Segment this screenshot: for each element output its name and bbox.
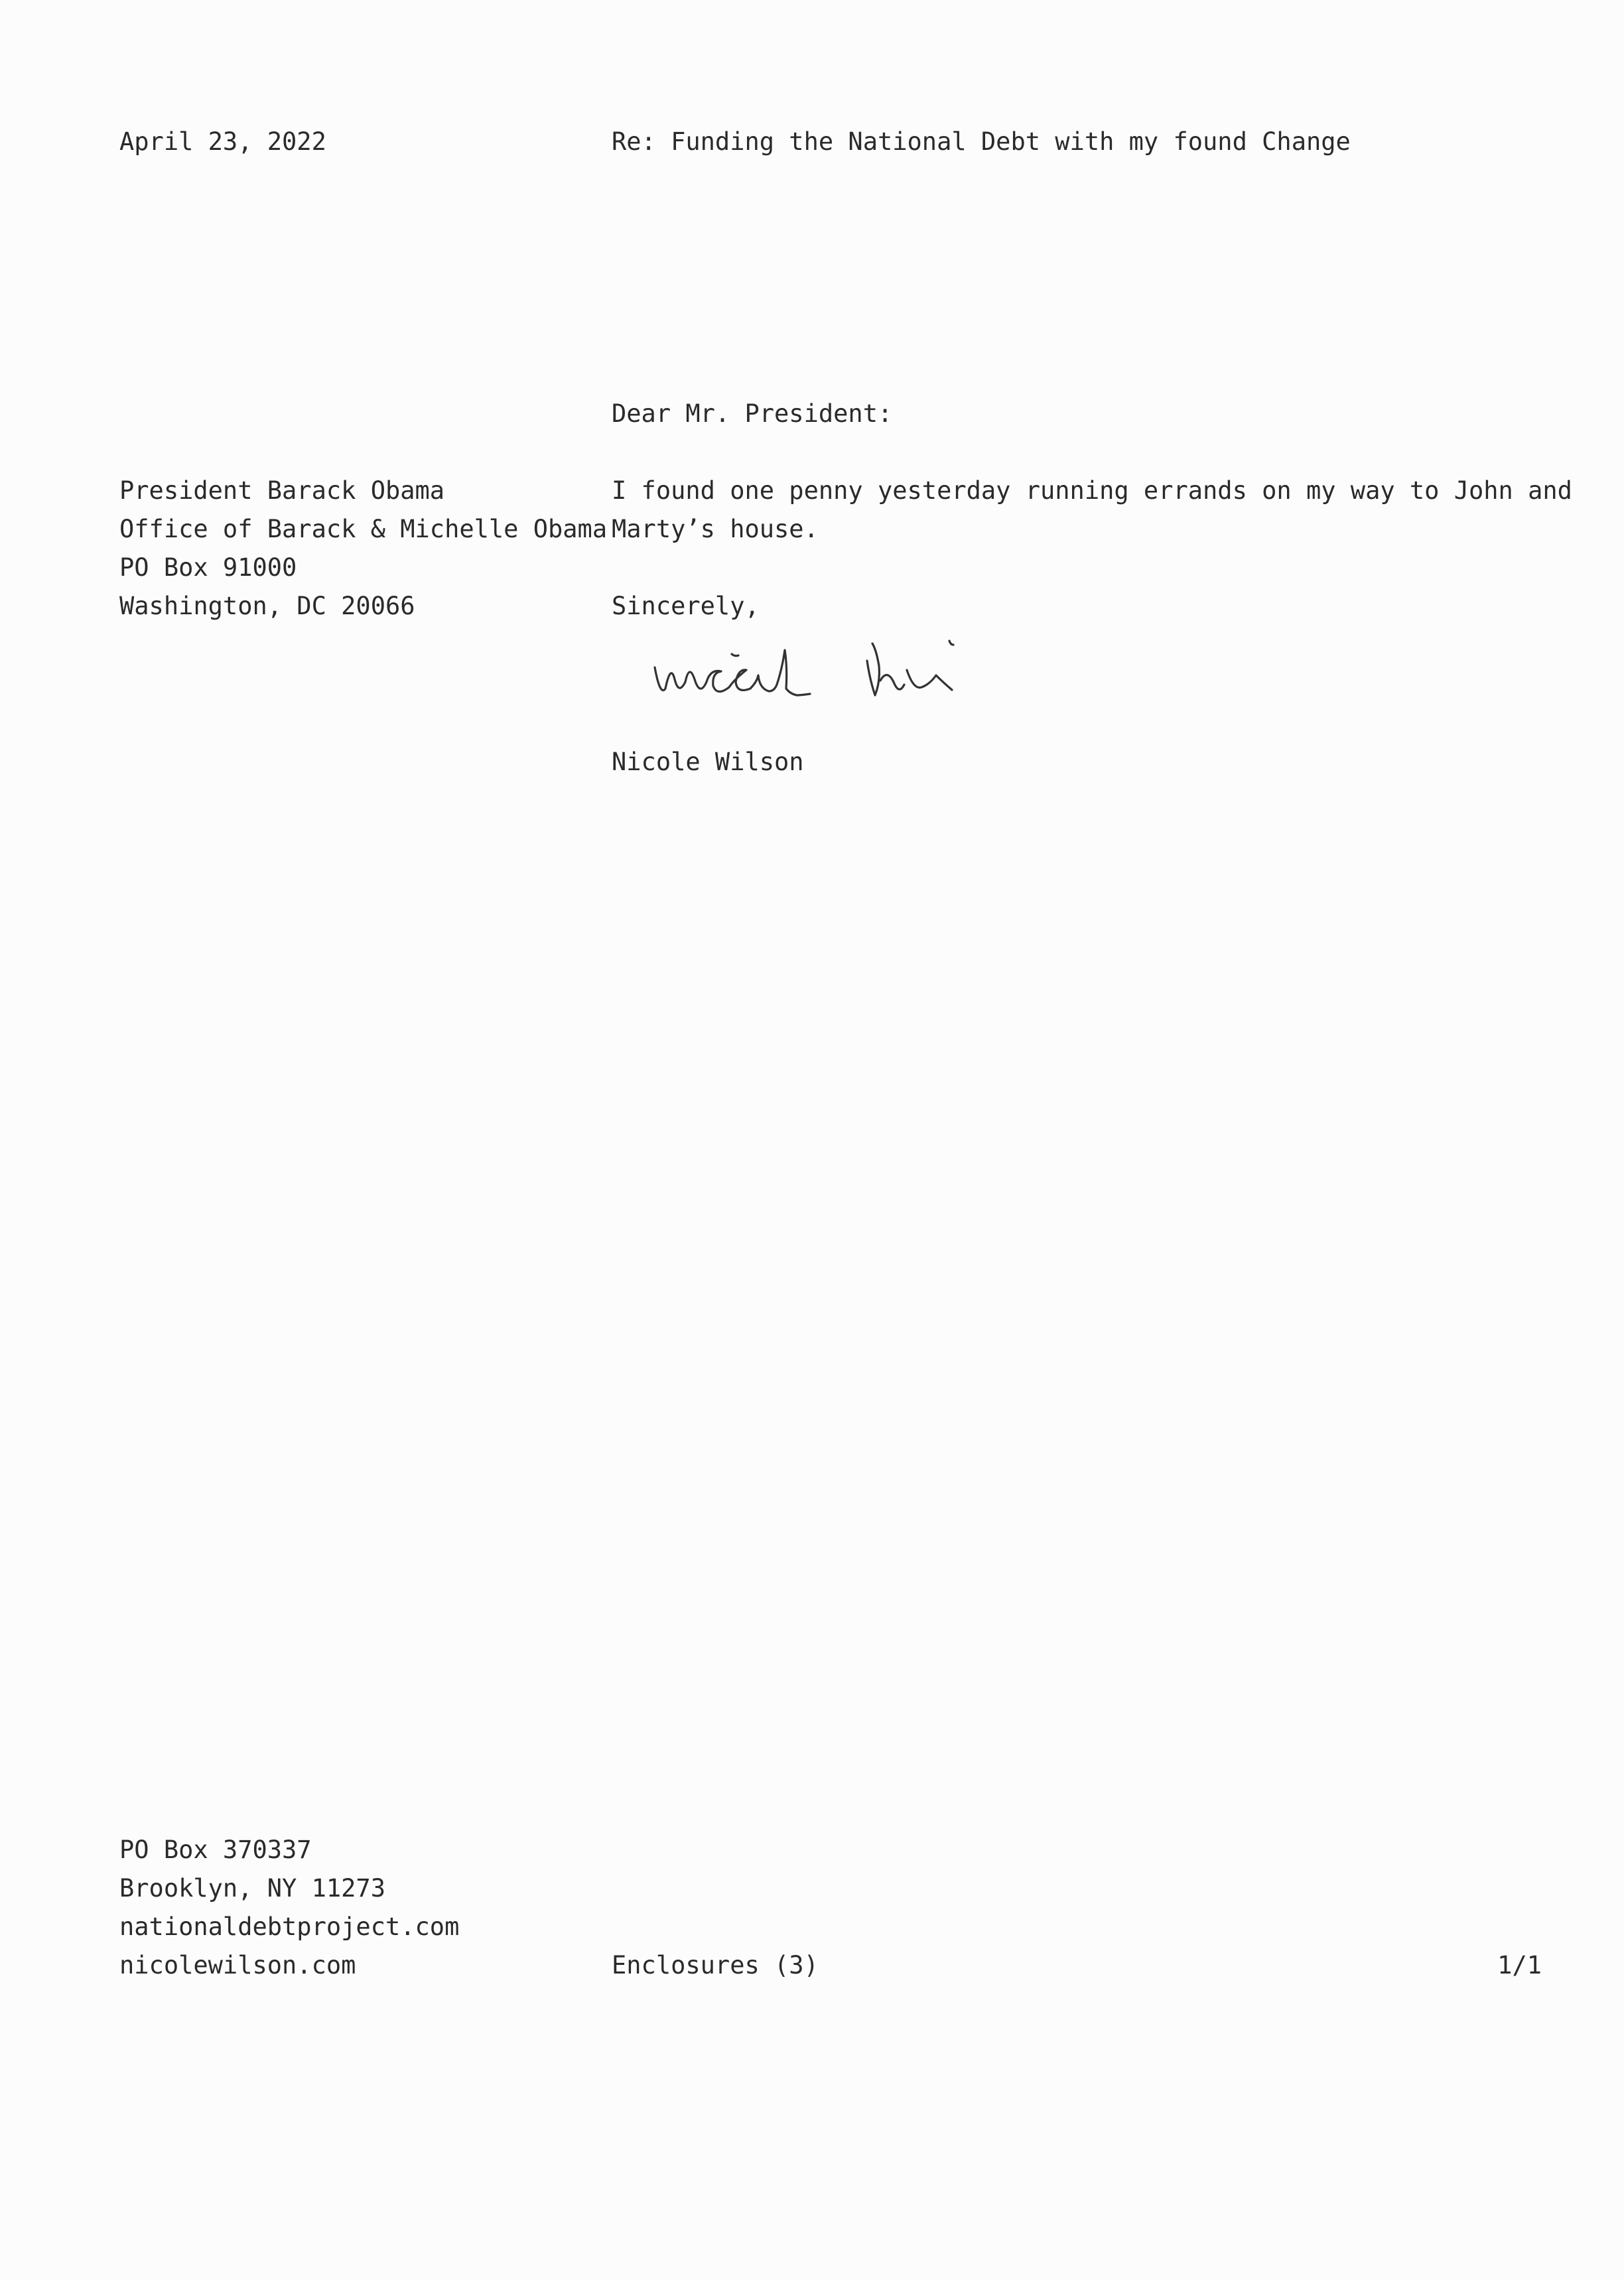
page-number: 1/1	[1497, 1951, 1542, 1979]
closing: Sincerely,	[612, 592, 760, 620]
recipient-line: PO Box 91000	[119, 553, 297, 582]
sender-website[interactable]: nationaldebtproject.com	[119, 1912, 460, 1941]
body-line: I found one penny yesterday running errands on my way to John and	[612, 476, 1572, 505]
letter-date: April 23, 2022	[119, 127, 326, 156]
recipient-line: President Barack Obama	[119, 476, 445, 505]
salutation: Dear Mr. President:	[612, 399, 893, 428]
recipient-line: Office of Barack & Michelle Obama	[119, 515, 608, 543]
subject-line: Re: Funding the National Debt with my found Change	[612, 127, 1351, 156]
enclosures-note: Enclosures (3)	[612, 1951, 819, 1979]
signer-name: Nicole Wilson	[612, 748, 804, 776]
sender-website[interactable]: nicolewilson.com	[119, 1951, 356, 1979]
recipient-line: Washington, DC 20066	[119, 592, 415, 620]
body-line: Marty’s house.	[612, 515, 819, 543]
handwritten-signature	[647, 616, 979, 722]
sender-line: PO Box 370337	[119, 1836, 312, 1864]
sender-line: Brooklyn, NY 11273	[119, 1874, 385, 1903]
